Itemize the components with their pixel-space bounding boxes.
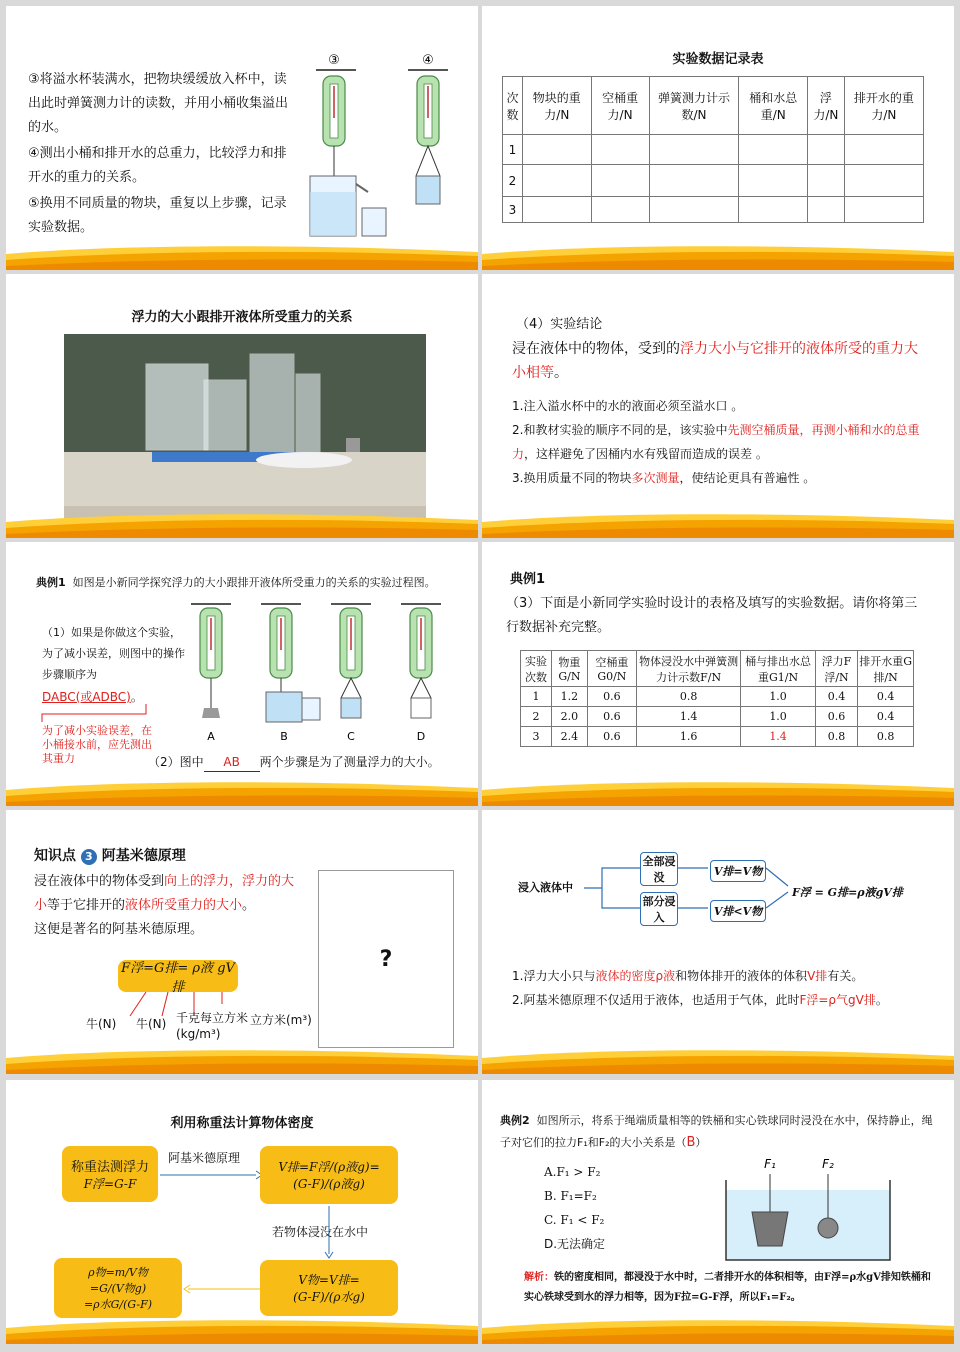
step-3: ③将溢水杯装满水，把物块缓缓放入杯中，读出此时弹簧测力计的读数，并用小桶收集溢出的水。 [28,72,289,135]
table-header: 桶和水总重/N [739,77,808,135]
slide-example1-b [482,542,954,806]
unit-newton-2: 牛(N) [136,1017,167,1031]
summary-note-2: 2.阿基米德原理不仅适用于液体，也适用于气体，此时F浮=ρ气gV排。 [512,993,888,1007]
lab-photo [64,334,426,518]
bottom-wave [6,1316,478,1344]
table-header: 物体浸没水中弹簧测力计示数F/N [636,651,740,687]
table-title: 实验数据记录表 [672,52,764,67]
principle-text: 浸在液体中的物体受到向上的浮力，浮力的大小等于它排开的液体所受重力的大小。 [34,874,295,913]
scale-icon [200,608,222,678]
flow-arrows [582,846,822,936]
option-a: A.F₁ > F₂ [544,1165,601,1179]
weighing-box: 称重法测浮力 F浮=G-F [62,1146,158,1202]
density-box: ρ物=m/V物 =G/(V物g) =ρ水G/(G-F) [54,1258,182,1318]
record-table [502,76,924,223]
slide-example1-a [6,542,478,806]
knowledge-point-title: 知识点 3 阿基米德原理 [34,848,186,864]
table-row: 3 2.4 0.6 1.6 1.4 0.8 0.8 [521,727,914,747]
bottom-wave [482,242,954,270]
scale-icon [410,608,432,678]
force-f1-label: F₁ [764,1157,776,1171]
table-header: 物块的重力/N [523,77,592,135]
volume-less-box: V排<V物 [710,900,766,922]
slide-archimedes [6,810,478,1074]
principle-note: 这便是著名的阿基米德原理。 [34,922,204,937]
slide-experiment-steps [6,6,478,270]
fig-label: B [280,730,288,743]
table-header: 桶与排出水总重G1/N [741,651,815,687]
slide-archimedes-summary [482,810,954,1074]
slide-data-table [482,6,954,270]
answer-1: DABC(或ADBC)。 [42,690,143,704]
slide-density-method [6,1080,478,1344]
scale-icon [270,608,292,678]
table-header: 浮力/N [808,77,845,135]
fully-immersed-box: 全部浸没 [640,852,678,886]
bottom-wave [482,1316,954,1344]
table-row: 1 1.2 0.6 0.8 1.0 0.4 0.4 [521,687,914,707]
bottom-wave [6,778,478,806]
bottom-wave [6,242,478,270]
table-header: 实验次数 [521,651,552,687]
step-4: ④测出小桶和排开水的总重力，比较浮力和排开水的重力的关系。 [28,146,287,185]
analysis-text: 解析：铁的密度相同，都浸没于水中时，二者排开水的体积相等，由F浮=ρ水gV排知铁桶和实心铁球受到水的浮力相等，因为F拉=G-F浮，所以F₁=F₂。 [524,1272,931,1303]
summary-note-1: 1.浮力大小只与液体的密度ρ液和物体排开的液体的体积V排有关。 [512,969,864,983]
arrow-right [156,1168,266,1182]
bracket-arrow [36,702,176,726]
option-d: D.无法确定 [544,1237,606,1251]
note-2: 2.和教材实验的顺序不同的是，该实验中先测空桶质量，再测小桶和水的总重力，这样避免了因桶内水有残留而造成的误差 。 [512,423,920,461]
conclusion-heading: （4）实验结论 [516,317,603,332]
table-header: 空桶重力/N [591,77,649,135]
formula-box: F浮=G排= ρ液 gV排 [118,960,238,992]
table-header: 空桶重G0/N [587,651,636,687]
scale-icon [323,76,345,146]
table-header: 浮力F浮/N [815,651,857,687]
example-intro: 典例1 如图是小新同学探究浮力的大小跟排开液体所受重力的关系的实验过程图。 [36,576,436,589]
scale-icon [340,608,362,678]
unit-volume: 立方米(m³) [250,1013,312,1027]
example2-question: 典例2 如图所示，将系于绳端质量相等的铁桶和实心铁球同时浸没在水中，保持静止，绳子对它们的拉力F₁和F₂的大小关系是（B） [500,1114,933,1150]
buoyancy-formula: F浮 = G排=ρ液gV排 [792,886,903,899]
bottom-wave [6,1046,478,1074]
volume-equal-box: V排=V物 [710,860,766,882]
force-f2-label: F₂ [822,1157,834,1171]
slide-photo [6,274,478,538]
photo-title: 浮力的大小跟排开液体所受重力的关系 [131,310,353,325]
arrow-label-submerged: 若物体浸没在水中 [272,1225,369,1239]
apparatus-figure-2 [186,600,456,750]
volume-displaced-box: V排=F浮/(ρ液g)= (G-F)/(ρ液g) [260,1146,398,1204]
option-b: B. F₁=F₂ [544,1189,597,1203]
reason-note: 为了减小实验误差，在小桶接水前，应先测出其重力 [42,724,152,765]
label-3: ③ [328,53,340,68]
fig-label: D [416,730,426,743]
arrow-left [182,1282,262,1296]
example-label: 典例1 [510,572,546,587]
question-3: （3）下面是小新同学实验时设计的表格及填写的实验数据。请你将第三行数据补充完整。 [506,596,918,635]
note-1: 1.注入溢水杯中的水的液面必须至溢水口 。 [512,399,744,413]
table-row: 1 [503,135,523,165]
conclusion-text: 浸在液体中的物体，受到的浮力大小与它排开的液体所受的重力大小相等。 [512,341,918,381]
object-volume-box: V物=V排= (G-F)/(ρ水g) [260,1260,398,1316]
number-badge: 3 [81,849,97,865]
question-1: （1）如果是你做这个实验，为了减小误差，则图中的操作步骤顺序为 [42,626,185,681]
fig-label: A [207,730,215,743]
unit-density: 千克每立方米(kg/m³) [176,1011,249,1041]
arrow-down [322,1204,336,1260]
diagram-left-label: 浸入液体中 [518,881,573,894]
bottom-wave [482,1046,954,1074]
bottom-wave [482,778,954,806]
label-4: ④ [422,53,434,68]
bottom-wave [6,510,478,538]
bottom-wave [482,510,954,538]
scale-icon [417,76,439,146]
table-row: 2 [503,165,523,197]
option-c: C. F₁ < F₂ [544,1213,605,1227]
table-header: 排开水重G排/N [858,651,914,687]
table-header: 弹簧测力计示数/N [649,77,739,135]
tank-figure [718,1154,898,1264]
note-3: 3.换用质量不同的物块多次测量，使结论更具有普遍性 。 [512,471,816,485]
partly-immersed-box: 部分浸入 [640,892,678,926]
fig-label: C [347,730,355,743]
step-5: ⑤换用不同质量的物块，重复以上步骤，记录实验数据。 [28,196,287,235]
arrow-label-archimedes: 阿基米德原理 [168,1151,241,1165]
unit-newton-1: 牛(N) [86,1017,117,1031]
table-header: 物重G/N [552,651,588,687]
slide-conclusion [482,274,954,538]
table-row: 2 2.0 0.6 1.4 1.0 0.6 0.4 [521,707,914,727]
slide-example2 [482,1080,954,1344]
table-header: 次数 [503,77,523,135]
method-title: 利用称重法计算物体密度 [170,1116,314,1131]
apparatus-figure-1 [296,46,476,246]
table-row: 3 [503,197,523,223]
question-2: （2）图中 AB 两个步骤是为了测量浮力的大小。 [148,750,440,774]
data-table [520,650,914,747]
table-header: 排开水的重力/N [844,77,923,135]
image-placeholder: ? [318,870,454,1048]
